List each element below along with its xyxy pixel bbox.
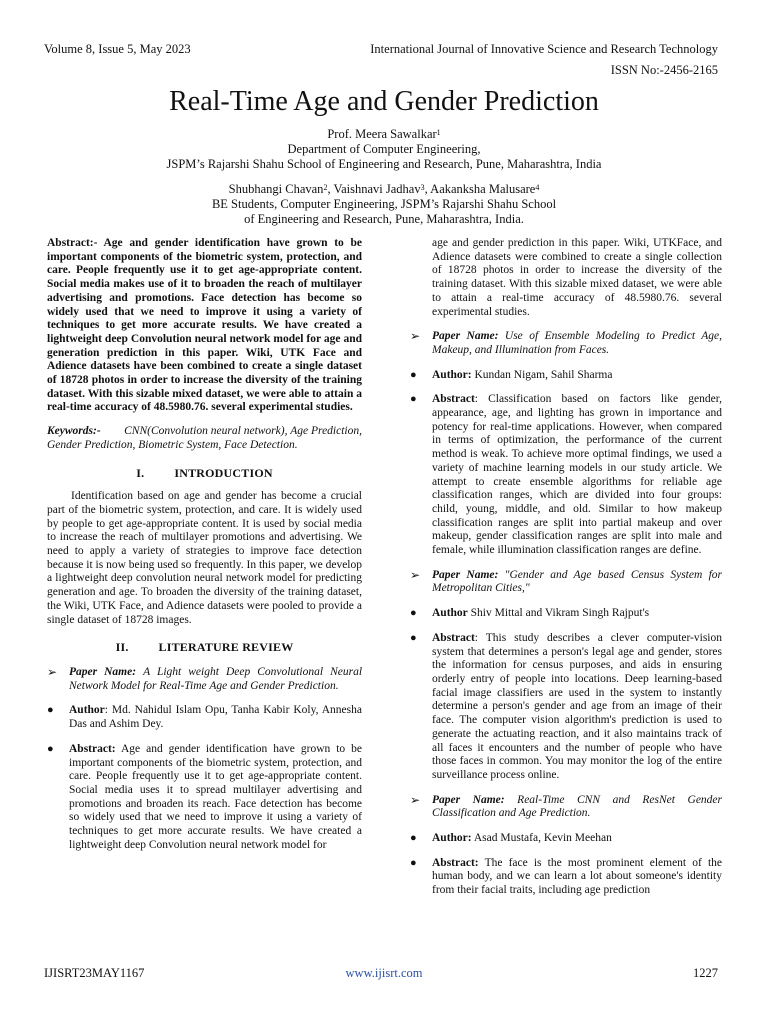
department: Department of Computer Engineering, bbox=[287, 142, 481, 156]
review-paper-3-author: ● Author Shiv Mittal and Vikram Singh Rajput's bbox=[410, 607, 650, 620]
review-paper-1-name: ➢ Paper Name: A Light weight Deep Convolutional Neural Network Model for Real-Time Age and Gender Prediction. bbox=[47, 664, 363, 692]
review-paper-1-abstract-continued: age and gender prediction in this paper. Wiki, UTKFace, and Adience datasets were combined to create a single collection of 18728 photos in order to increase the diversity of the training dataset. With this sizable mixed dataset, we were able to attain a real-time accuracy of 48.5980.76. several experimental studies. bbox=[432, 237, 722, 318]
literature-review-heading: II. LITERATURE REVIEW bbox=[115, 640, 294, 655]
dot-bullet-icon: ● bbox=[410, 393, 417, 406]
page-number: 1227 bbox=[693, 966, 718, 980]
students-affiliation-2: of Engineering and Research, Pune, Maharashtra, India. bbox=[244, 212, 524, 226]
intro-body: Identification based on age and gender has become a crucial part of the biometric system, protection, and care. It is widely used by people to get age-appropriate content. It is used by social media to increase the reach of multilayer promotions and advertising. We need to apply a variety of strategies to improve face detection because it is now being used so frequently. In this paper, we develop a lightweight deep convolution neural network model for predicting generation and age. To broaden the diversity of the training dataset, the Wiki, UTK Face, and Adience datasets were pooled to provide a single dataset of 18728 images. bbox=[47, 490, 362, 626]
review-paper-3-name: ➢ Paper Name: "Gender and Age based Census System for Metropolitan Cities," bbox=[410, 567, 722, 595]
review-paper-2-name: ➢ Paper Name: Use of Ensemble Modeling to Predict Age, Makeup, and Illumination from Faces. bbox=[410, 329, 722, 356]
review-paper-4-author: ● Author: Asad Mustafa, Kevin Meehan bbox=[410, 832, 612, 845]
issn: ISSN No:-2456-2165 bbox=[610, 63, 718, 77]
left-column bbox=[47, 237, 362, 852]
arrow-bullet-icon: ➢ bbox=[410, 792, 421, 807]
abstract: Abstract:- Age and gender identification have grown to be important components of the biometric system, protection, and care. People frequently use it to get age-appropriate content. Social media makes use of it to broaden the reach of multilayer advertising and promotions. Face detection has become so widely used that we need to improve it using a variety of techniques to get more accurate results. We have created a lightweight deep Convolution neural network model for age and generation prediction in this paper. Wiki, UTK Face and Adience datasets have been combined to create a single dataset of 18728 photos in order to increase the diversity of the training dataset. With this sizable mixed dataset, we were able to attain a real-time accuracy of 48.5980.76. several experimental studies. bbox=[47, 237, 362, 414]
dot-bullet-icon: ● bbox=[410, 832, 417, 845]
review-paper-1-abstract: ● Abstract: Age and gender identification have grown to be important components of the biometric system, protection, and care. People frequently use it to get age-appropriate content. Social media uses it to spread multilayer advertising and promotions and broaden its reach. Face detection has become so widely used that we need to improve it using a variety of techniques to get more accurate results. We have created a lightweight deep Convolution neural network model for bbox=[47, 742, 362, 851]
volume-info: Volume 8, Issue 5, May 2023 bbox=[44, 42, 191, 56]
dot-bullet-icon: ● bbox=[410, 368, 417, 381]
dot-bullet-icon: ● bbox=[410, 856, 417, 869]
dot-bullet-icon: ● bbox=[410, 607, 417, 620]
paper-title: Real-Time Age and Gender Prediction bbox=[169, 86, 599, 117]
journal-name: International Journal of Innovative Science and Research Technology bbox=[370, 42, 718, 56]
institution: JSPM’s Rajarshi Shahu School of Engineering and Research, Pune, Maharashtra, India bbox=[166, 157, 602, 171]
keywords: Keywords:- CNN(Convolution neural network), Age Prediction, Gender Prediction, Biometric System, Face Detection. bbox=[47, 425, 362, 451]
arrow-bullet-icon: ➢ bbox=[410, 567, 421, 582]
arrow-bullet-icon: ➢ bbox=[410, 329, 421, 344]
review-paper-1-author: ● Author: Md. Nahidul Islam Opu, Tanha Kabir Koly, Annesha Das and Ashim Dey. bbox=[47, 704, 362, 731]
prof-author: Prof. Meera Sawalkar$^1$ bbox=[327, 127, 441, 141]
paper-id: IJISRT23MAY1167 bbox=[44, 966, 145, 980]
arrow-bullet-icon: ➢ bbox=[47, 664, 58, 679]
faculty-author-block bbox=[0, 127, 768, 172]
student-authors: Shubhangi Chavan$^2$, Vaishnavi Jadhav$^3$, Aakanksha Malusare$^4$ bbox=[228, 182, 540, 196]
review-paper-2-abstract: ● Abstract: Classification based on factors like gender, appearance, age, and lighting has grown in importance and potency for real-time applications. However, when compared in terms of optimization, the performance of the current method is weak. To achieve more optimal findings, we used a variety of machine learning models in our study article. We attempt to create ensemble algorithms for reliable age classification ranges, which are divided into four groups: child, young, middle, and old. Similar to how makeup classification ranges are split into partial makeup and over makeup, gender classification ranges are split into male and female, while illumination classification ranges are define. bbox=[410, 393, 722, 557]
dot-bullet-icon: ● bbox=[47, 742, 54, 755]
review-paper-4-abstract: ● Abstract: The face is the most prominent element of the human body, and we can learn a lot about someone's identity from their facial traits, including age prediction bbox=[410, 856, 723, 897]
review-paper-2-author: ● Author: Kundan Nigam, Sahil Sharma bbox=[410, 368, 613, 381]
student-author-block bbox=[0, 182, 768, 227]
dot-bullet-icon: ● bbox=[410, 631, 417, 644]
right-column bbox=[410, 237, 722, 898]
students-affiliation: BE Students, Computer Engineering, JSPM’s Rajarshi Shahu School bbox=[211, 197, 557, 211]
review-paper-4-name: ➢ Paper Name: Real-Time CNN and ResNet Gender Classification and Age Prediction. bbox=[410, 792, 723, 820]
intro-heading: I. INTRODUCTION bbox=[136, 465, 273, 480]
journal-url-link[interactable]: www.ijisrt.com bbox=[345, 966, 423, 980]
review-paper-3-abstract: ● Abstract: This study describes a clever computer-vision system that determines a person's legal age and gender, stores the information for census purposes, and aids in ensuring orderly entry of people into locations. Deep learning-based facial image classifiers are used in the system to instantly determine a person's gender and age from an image of their face. The computer vision algorithm's prediction is used to generate the actuating reaction, and it also maintains track of all faces it encounters and the number of people who have those faces in common. You may monitor the log of the entire surveillance process online. bbox=[410, 631, 722, 781]
dot-bullet-icon: ● bbox=[47, 704, 54, 717]
